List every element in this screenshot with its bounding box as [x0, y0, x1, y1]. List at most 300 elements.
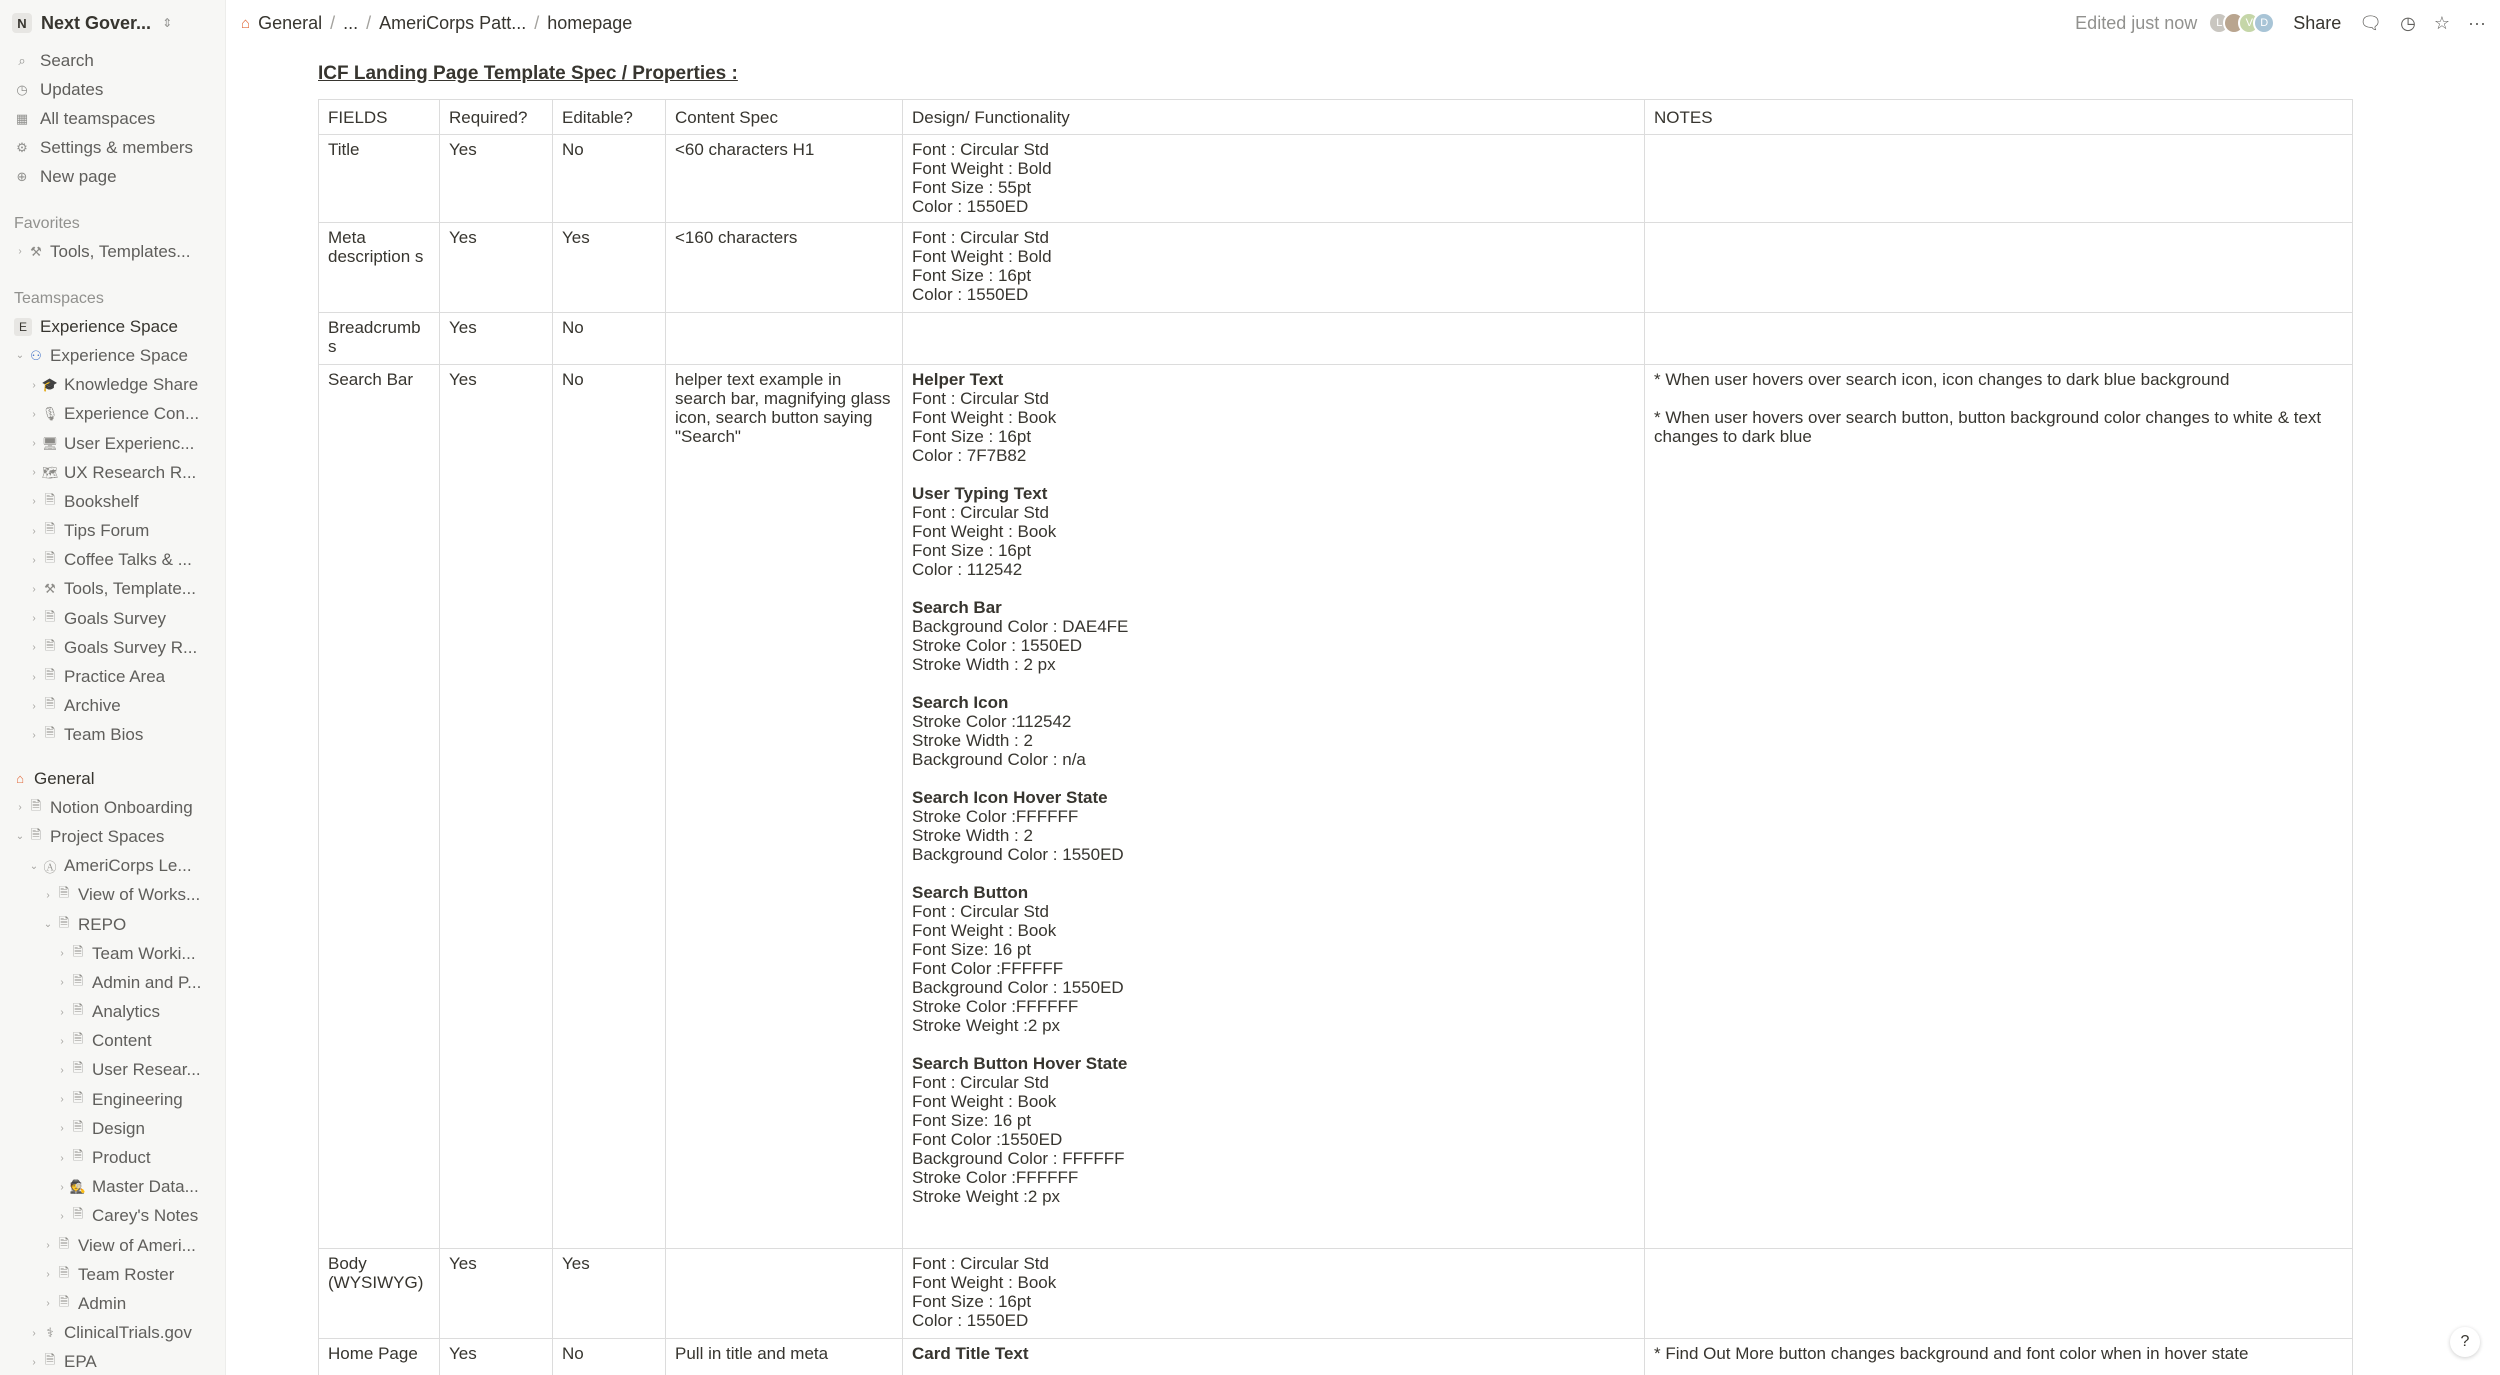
- page-content: [318, 60, 2352, 1375]
- tree-item-label: REPO: [78, 914, 127, 934]
- breadcrumb-item[interactable]: homepage: [547, 12, 633, 33]
- cell-editable[interactable]: Yes: [553, 223, 666, 313]
- design-group-heading: Search Icon: [912, 693, 1009, 712]
- design-line: Font : Circular Std: [912, 389, 1049, 408]
- tree-item-label: Experience Con...: [64, 404, 200, 424]
- tree-item-label: Team Worki...: [92, 943, 196, 963]
- tree-item[interactable]: [0, 487, 225, 516]
- cell-design[interactable]: [903, 135, 1645, 223]
- tree-item[interactable]: [0, 1027, 225, 1056]
- tree-item[interactable]: [0, 1348, 225, 1375]
- cell-design[interactable]: [903, 223, 1645, 313]
- cell-notes[interactable]: [1645, 313, 2353, 365]
- tree-item-label: Design: [92, 1118, 145, 1138]
- page-icon: 🗎: [44, 491, 56, 507]
- design-line: Font : Circular Std: [912, 140, 1049, 159]
- nav-item-label: Search: [40, 50, 94, 70]
- spacer: [912, 674, 1635, 693]
- settings-icon: ⚙: [16, 139, 28, 155]
- chevron-right-icon[interactable]: ›: [32, 671, 36, 683]
- design-line: Font Size : 55pt: [912, 178, 1032, 197]
- cell-notes[interactable]: [1645, 365, 2353, 1249]
- chevron-down-icon[interactable]: ⌄: [29, 860, 39, 872]
- teamspace-general[interactable]: [0, 764, 225, 793]
- cell-notes[interactable]: [1645, 1249, 2353, 1339]
- tree-item-label: Admin: [78, 1293, 127, 1313]
- chevron-right-icon[interactable]: ›: [46, 1298, 50, 1310]
- tree-item[interactable]: [0, 546, 225, 575]
- page-icon: 🗎: [58, 1293, 70, 1309]
- design-line: Font Weight : Book: [912, 1273, 1057, 1292]
- page-icon: 🗎: [30, 797, 42, 813]
- chevron-right-icon[interactable]: ›: [32, 467, 36, 479]
- page-icon: 🗎: [30, 826, 42, 842]
- teamspace-title: General: [34, 768, 95, 788]
- help-button[interactable]: ?: [2450, 1327, 2480, 1357]
- chevron-right-icon[interactable]: ›: [46, 889, 50, 901]
- cell-notes[interactable]: [1645, 223, 2353, 313]
- topbar: [227, 0, 2500, 46]
- tools-icon: ⚒: [30, 243, 42, 259]
- design-line: Color : 112542: [912, 560, 1023, 579]
- chevron-right-icon[interactable]: ›: [60, 1210, 64, 1222]
- table-row: [319, 365, 2353, 1249]
- page-icon: 🗎: [72, 1060, 84, 1076]
- tree-item[interactable]: [0, 998, 225, 1027]
- workspace-logo: N: [12, 13, 32, 33]
- tree-item-label: Team Bios: [64, 725, 144, 745]
- tree-item[interactable]: [0, 662, 225, 691]
- tree-item[interactable]: [0, 604, 225, 633]
- tree-item[interactable]: [0, 793, 225, 822]
- design-line: Font Weight : Book: [912, 522, 1057, 541]
- design-group-heading: Card Title Text: [912, 1344, 1029, 1363]
- tree-item-label: Coffee Talks & ...: [64, 550, 192, 570]
- avatar: L: [2208, 12, 2230, 34]
- page-icon: 🗎: [44, 1352, 56, 1368]
- sidebar-nav: [0, 46, 225, 191]
- chevron-right-icon[interactable]: ›: [18, 246, 22, 258]
- cell-design[interactable]: [903, 1339, 1645, 1375]
- more-icon[interactable]: ···: [2468, 12, 2486, 33]
- page-icon: 🗎: [44, 637, 56, 653]
- cell-editable[interactable]: No: [553, 1339, 666, 1375]
- note-line: * Find Out More button changes background and font color when in hover state: [1654, 1344, 2249, 1363]
- page-icon: 🗎: [58, 914, 70, 930]
- nav-item-search[interactable]: [0, 46, 225, 75]
- favorites-list: [0, 237, 225, 266]
- tree-item[interactable]: [0, 400, 225, 429]
- page-icon: 🗎: [58, 1235, 70, 1251]
- cell-field[interactable]: Home Page: [319, 1339, 440, 1375]
- tree-item-label: Bookshelf: [64, 491, 139, 511]
- design-line: Font : Circular Std: [912, 902, 1049, 921]
- tree-item[interactable]: [0, 1260, 225, 1289]
- home-icon: ⌂: [16, 771, 24, 787]
- tree-item-label: Goals Survey: [64, 608, 167, 628]
- page-icon: ⚕: [46, 1325, 54, 1341]
- tree-item[interactable]: [0, 1231, 225, 1260]
- chevron-right-icon[interactable]: ›: [46, 1240, 50, 1252]
- cell-required[interactable]: Yes: [440, 313, 553, 365]
- chevron-right-icon[interactable]: ›: [32, 583, 36, 595]
- column-header: Editable?: [553, 100, 666, 135]
- design-line: Stroke Width : 2 px: [912, 655, 1056, 674]
- design-line: Stroke Width : 2: [912, 826, 1033, 845]
- page-icon: 🗎: [58, 1264, 70, 1280]
- page-heading: ICF Landing Page Template Spec / Properties :: [318, 63, 738, 84]
- page-icon: 🎓: [41, 377, 59, 393]
- design-line: Font : Circular Std: [912, 503, 1049, 522]
- table-row: [319, 223, 2353, 313]
- star-icon[interactable]: ☆: [2433, 12, 2451, 33]
- experience-tree: [0, 371, 225, 750]
- nav-item-all-teamspaces[interactable]: [0, 104, 225, 133]
- nav-item-label: Settings & members: [40, 137, 194, 157]
- comments-icon[interactable]: 🗨: [2359, 12, 2383, 33]
- page-icon: 🗎: [44, 667, 56, 683]
- breadcrumb-separator: /: [330, 12, 336, 33]
- general-tree: [0, 793, 225, 1375]
- favorites-heading: Favorites: [14, 215, 80, 232]
- new-page-icon: ⊕: [16, 168, 28, 184]
- spec-table: [318, 99, 2353, 1375]
- cell-required[interactable]: Yes: [440, 135, 553, 223]
- tree-item[interactable]: [0, 1143, 225, 1172]
- tree-item-label: Project Spaces: [50, 826, 165, 846]
- tree-item[interactable]: [0, 371, 225, 400]
- page-icon: 🗎: [44, 521, 56, 537]
- tree-item[interactable]: [0, 575, 225, 604]
- design-line: Background Color : n/a: [912, 750, 1086, 769]
- cell-field[interactable]: Meta description s: [319, 223, 440, 313]
- cell-field[interactable]: Body (WYSIWYG): [319, 1249, 440, 1339]
- chevron-right-icon[interactable]: ›: [32, 554, 36, 566]
- tree-item-label: Knowledge Share: [64, 375, 199, 395]
- column-header: Design/ Functionality: [903, 100, 1645, 135]
- avatar-stack[interactable]: [2215, 12, 2275, 34]
- chevron-right-icon[interactable]: ›: [60, 948, 64, 960]
- breadcrumb-item[interactable]: AmeriCorps Patt...: [379, 12, 527, 33]
- tree-item[interactable]: [0, 1114, 225, 1143]
- nav-item-updates[interactable]: [0, 75, 225, 104]
- tree-item[interactable]: [0, 692, 225, 721]
- chevron-right-icon[interactable]: ›: [60, 1035, 64, 1047]
- cell-editable[interactable]: No: [553, 365, 666, 1249]
- table-header-row: [319, 100, 2353, 135]
- tree-item[interactable]: [0, 1085, 225, 1114]
- tree-item[interactable]: [0, 429, 225, 458]
- nav-item-settings-members[interactable]: [0, 133, 225, 162]
- design-line: Stroke Width : 2: [912, 731, 1033, 750]
- design-line: Font Size : 16pt: [912, 541, 1032, 560]
- chevron-right-icon[interactable]: ›: [46, 1269, 50, 1281]
- chevron-right-icon[interactable]: ›: [32, 496, 36, 508]
- chevron-down-icon[interactable]: ⌄: [15, 350, 25, 362]
- updates-icon: ◷: [16, 81, 28, 97]
- cell-editable[interactable]: Yes: [553, 1249, 666, 1339]
- tree-item-label: Practice Area: [64, 667, 166, 687]
- page-icon: 🗎: [58, 885, 70, 901]
- tree-item[interactable]: [0, 458, 225, 487]
- design-line: Font Weight : Bold: [912, 247, 1052, 266]
- cell-content-spec[interactable]: Pull in title and meta: [666, 1339, 903, 1375]
- chevron-right-icon[interactable]: ›: [32, 613, 36, 625]
- design-line: Font Size : 16pt: [912, 1292, 1032, 1311]
- tree-item-label: Tools, Template...: [64, 579, 196, 599]
- cell-field[interactable]: Title: [319, 135, 440, 223]
- page-icon: 🗎: [72, 1031, 84, 1047]
- design-line: Font Size: 16 pt: [912, 1111, 1032, 1130]
- design-line: Font Weight : Book: [912, 1092, 1057, 1111]
- chevron-right-icon[interactable]: ›: [32, 379, 36, 391]
- avatar: V: [2238, 12, 2260, 34]
- tree-item-label: Goals Survey R...: [64, 637, 198, 657]
- page-icon: 🗎: [44, 608, 56, 624]
- tree-item[interactable]: [0, 968, 225, 997]
- tree-item-label: User Experienc...: [64, 433, 195, 453]
- page-icon: 🗎: [72, 1089, 84, 1105]
- cell-editable[interactable]: No: [553, 313, 666, 365]
- tree-item-label: View of Ameri...: [78, 1235, 196, 1255]
- tree-item-label: User Resear...: [92, 1060, 201, 1080]
- column-header: Content Spec: [666, 100, 903, 135]
- table-row: [319, 135, 2353, 223]
- tree-item-label: Team Roster: [78, 1264, 175, 1284]
- design-line: Color : 1550ED: [912, 1311, 1029, 1330]
- design-line: Font : Circular Std: [912, 1073, 1049, 1092]
- table-row: [319, 1249, 2353, 1339]
- breadcrumb-item[interactable]: ...: [343, 12, 359, 33]
- chevron-right-icon[interactable]: ›: [60, 1123, 64, 1135]
- tree-item-label: Admin and P...: [92, 972, 202, 992]
- chevron-right-icon[interactable]: ›: [18, 802, 22, 814]
- tree-item[interactable]: [0, 939, 225, 968]
- page-icon: 🗎: [44, 696, 56, 712]
- cell-required[interactable]: Yes: [440, 1249, 553, 1339]
- teamspaces-heading: Teamspaces: [14, 290, 104, 308]
- chevron-right-icon[interactable]: ›: [60, 1094, 64, 1106]
- spacer: [912, 465, 1635, 484]
- tree-item-label: AmeriCorps Le...: [64, 856, 192, 876]
- cell-content-spec[interactable]: <160 characters: [666, 223, 903, 313]
- spacer: [912, 864, 1635, 883]
- cell-content-spec[interactable]: <60 characters H1: [666, 135, 903, 223]
- nav-item-label: All teamspaces: [40, 108, 156, 128]
- design-line: Stroke Color :112542: [912, 712, 1072, 731]
- page-icon: 🎙: [41, 406, 59, 422]
- tree-item[interactable]: [0, 881, 225, 910]
- teamspace-badge-icon: E: [14, 318, 32, 336]
- table-row: [319, 1339, 2353, 1375]
- design-line: Stroke Color : 1550ED: [912, 636, 1083, 655]
- tree-item-label: Notion Onboarding: [50, 797, 193, 817]
- tree-item[interactable]: [0, 1056, 225, 1085]
- cell-editable[interactable]: No: [553, 135, 666, 223]
- design-line: Font Size: 16 pt: [912, 940, 1032, 959]
- share-button[interactable]: Share: [2293, 12, 2342, 33]
- chevron-right-icon[interactable]: ›: [32, 1327, 36, 1339]
- cell-content-spec[interactable]: [666, 1249, 903, 1339]
- page-icon: 🗎: [72, 1118, 84, 1134]
- design-line: Color : 7F7B82: [912, 446, 1027, 465]
- teamspaces-icon: ▦: [15, 110, 29, 126]
- tree-item-label: Tools, Templates...: [50, 241, 191, 261]
- tree-item[interactable]: [0, 910, 225, 939]
- design-line: Font Weight : Book: [912, 921, 1057, 940]
- tree-item-label: ClinicalTrials.gov: [64, 1323, 192, 1343]
- workspace-switcher[interactable]: [0, 0, 225, 46]
- column-header: FIELDS: [319, 100, 440, 135]
- page-icon: 🗎: [72, 1206, 84, 1222]
- design-line: Font Size : 16pt: [912, 266, 1032, 285]
- cell-design[interactable]: [903, 365, 1645, 1249]
- chevron-right-icon[interactable]: ›: [32, 1356, 36, 1368]
- column-header: NOTES: [1645, 100, 2353, 135]
- design-line: Background Color : DAE4FE: [912, 617, 1129, 636]
- breadcrumb-separator: /: [366, 12, 372, 33]
- chevron-right-icon[interactable]: ›: [32, 525, 36, 537]
- design-group-heading: Search Button: [912, 883, 1029, 902]
- chevron-right-icon[interactable]: ›: [60, 1152, 64, 1164]
- tree-item-label: Experience Space: [50, 345, 188, 365]
- tree-item[interactable]: [0, 721, 225, 750]
- design-line: Stroke Color :FFFFFF: [912, 807, 1079, 826]
- note-line: * When user hovers over search button, button background color changes to white & text changes to dark blue: [1654, 408, 2322, 446]
- teamspace-title: Experience Space: [40, 316, 178, 336]
- column-header: Required?: [440, 100, 553, 135]
- page-icon: 🗎: [72, 1148, 84, 1164]
- tree-item[interactable]: [0, 1289, 225, 1318]
- cell-field[interactable]: Search Bar: [319, 365, 440, 1249]
- cell-notes[interactable]: [1645, 1339, 2353, 1375]
- tree-item-label: Content: [92, 1031, 152, 1051]
- design-line: Background Color : 1550ED: [912, 845, 1124, 864]
- breadcrumb-separator: /: [534, 12, 540, 33]
- cell-required[interactable]: Yes: [440, 365, 553, 1249]
- design-line: Color : 1550ED: [912, 285, 1029, 304]
- page-icon: 🗎: [44, 725, 56, 741]
- tree-item-label: Archive: [64, 696, 121, 716]
- page-icon: 🗎: [72, 1002, 84, 1018]
- chevron-right-icon[interactable]: ›: [32, 408, 36, 420]
- chevron-down-icon[interactable]: ⌄: [15, 831, 25, 843]
- cell-design[interactable]: [903, 1249, 1645, 1339]
- breadcrumb-item[interactable]: General: [258, 12, 323, 33]
- breadcrumb: [241, 13, 632, 34]
- page-icon: 🗎: [72, 943, 84, 959]
- design-group-heading: Search Icon Hover State: [912, 788, 1108, 807]
- design-line: Background Color : FFFFFF: [912, 1149, 1125, 1168]
- chevron-down-icon[interactable]: ⌄: [43, 919, 53, 931]
- workspace-name: Next Gover...: [41, 12, 152, 33]
- design-line: Font Color :FFFFFF: [912, 959, 1064, 978]
- tree-item-label: Product: [92, 1148, 151, 1168]
- chevron-right-icon[interactable]: ›: [32, 438, 36, 450]
- nav-item-label: New page: [40, 166, 117, 186]
- spacer: [912, 579, 1635, 598]
- sidebar: [0, 0, 226, 1375]
- tree-item[interactable]: [0, 1319, 225, 1348]
- note-line: * When user hovers over search icon, icon changes to dark blue background: [1654, 370, 2230, 389]
- tree-item[interactable]: [0, 517, 225, 546]
- nav-item-label: Updates: [40, 79, 104, 99]
- cell-design[interactable]: [903, 313, 1645, 365]
- design-line: Background Color : 1550ED: [912, 978, 1124, 997]
- cell-content-spec[interactable]: [666, 313, 903, 365]
- tree-item[interactable]: [0, 1202, 225, 1231]
- avatar: D: [2253, 12, 2275, 34]
- tree-item[interactable]: [0, 237, 225, 266]
- tree-item-label: EPA: [64, 1352, 97, 1372]
- design-line: Stroke Color :FFFFFF: [912, 1168, 1079, 1187]
- design-line: Font Weight : Bold: [912, 159, 1052, 178]
- spacer: [912, 1035, 1635, 1054]
- design-line: Font Weight : Book: [912, 408, 1057, 427]
- tree-item-label: UX Research R...: [64, 462, 197, 482]
- spacer: [1654, 389, 2343, 408]
- edited-status: Edited just now: [2075, 12, 2198, 33]
- page-icon: 🗎: [72, 972, 84, 988]
- design-line: Font : Circular Std: [912, 1254, 1049, 1273]
- design-group-heading: Search Button Hover State: [912, 1054, 1128, 1073]
- page-icon: Ⓐ: [43, 859, 57, 875]
- design-line: Stroke Color :FFFFFF: [912, 997, 1079, 1016]
- chevron-right-icon[interactable]: ›: [60, 1006, 64, 1018]
- cell-required[interactable]: Yes: [440, 223, 553, 313]
- chevron-right-icon[interactable]: ›: [60, 1181, 64, 1193]
- home-icon: ⌂: [241, 14, 251, 32]
- nav-item-new-page[interactable]: [0, 162, 225, 191]
- design-line: Stroke Weight :2 px: [912, 1187, 1061, 1206]
- chevron-right-icon[interactable]: ›: [32, 642, 36, 654]
- cell-required[interactable]: Yes: [440, 1339, 553, 1375]
- tree-item[interactable]: [0, 852, 225, 881]
- page-icon: 🗺: [41, 464, 59, 480]
- tree-item[interactable]: [0, 633, 225, 662]
- chevron-right-icon[interactable]: ›: [32, 700, 36, 712]
- design-line: Font : Circular Std: [912, 228, 1049, 247]
- tree-item[interactable]: [0, 822, 225, 851]
- chevron-right-icon[interactable]: ›: [60, 1064, 64, 1076]
- history-icon[interactable]: ◷: [2400, 12, 2416, 33]
- design-line: Color : 1550ED: [912, 197, 1029, 216]
- chevron-right-icon[interactable]: ›: [32, 729, 36, 741]
- design-group-heading: Helper Text: [912, 370, 1004, 389]
- design-line: Font Color :1550ED: [912, 1130, 1063, 1149]
- cell-field[interactable]: Breadcrumb s: [319, 313, 440, 365]
- chevron-updown-icon: ⇕: [162, 16, 173, 30]
- spacer: [912, 769, 1635, 788]
- tree-item-label: Carey's Notes: [92, 1206, 199, 1226]
- tree-item-label: Master Data...: [92, 1177, 199, 1197]
- chevron-right-icon[interactable]: ›: [60, 977, 64, 989]
- table-row: [319, 313, 2353, 365]
- tree-item[interactable]: [0, 1173, 225, 1202]
- teamspace-experience[interactable]: [0, 312, 225, 341]
- page-icon: ⚒: [44, 581, 56, 597]
- page-icon: 🖥: [41, 435, 59, 451]
- tree-item-label: View of Works...: [78, 885, 201, 905]
- tree-item-experience-space[interactable]: [0, 341, 225, 370]
- search-icon: ⌕: [18, 52, 26, 68]
- cell-notes[interactable]: [1645, 135, 2353, 223]
- cell-content-spec[interactable]: helper text example in search bar, magnifying glass icon, search button saying "Search": [666, 365, 903, 1249]
- tree-item-label: Engineering: [92, 1089, 183, 1109]
- people-icon: ⚇: [30, 347, 42, 363]
- tree-item-label: Analytics: [92, 1002, 161, 1022]
- page-icon: 🗎: [44, 550, 56, 566]
